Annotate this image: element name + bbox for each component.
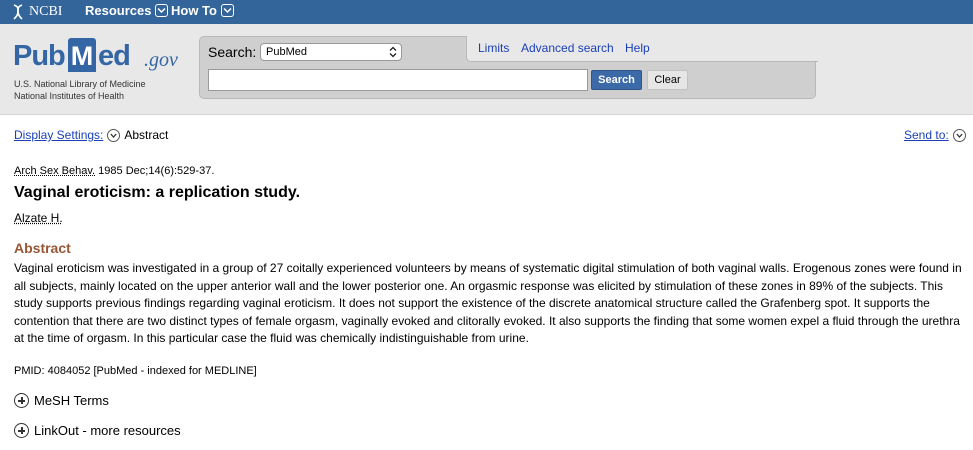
send-to-link[interactable]: Send to: [904, 128, 949, 142]
display-format-value: Abstract [124, 128, 169, 142]
ncbi-topbar [0, 0, 973, 24]
linkout-toggle[interactable] [14, 423, 181, 438]
plus-circle-icon [14, 393, 29, 408]
nlm-label: U.S. National Library of Medicine [14, 79, 146, 89]
linkout-label: LinkOut - more resources [34, 423, 181, 438]
article-title: Vaginal eroticism: a replication study. [14, 184, 301, 201]
chevron-down-icon [221, 4, 234, 17]
abstract-heading: Abstract [14, 240, 71, 256]
ncbi-logo[interactable] [11, 4, 62, 20]
abstract-line: contention that there are two distinct types of female orgasm, vaginally evoked and clitorally evoked. It also supports the finding that some women expel a fluid through the urethra [14, 313, 960, 328]
limits-link[interactable]: Limits [478, 41, 510, 55]
abstract-line: Vaginal eroticism was investigated in a group of 27 coitally experienced volunteers by means of systematic digital stimulation of both vaginal walls. Erogenous zones were found in [14, 261, 962, 275]
chevron-down-icon[interactable] [953, 129, 966, 142]
abstract-line: all subjects, mainly located on the upper anterior wall and the lower posterior one. An orgasmic response was elicited by stimulation of these zones in 89% of the subjects. This [14, 278, 943, 293]
logo-text-m: M [68, 38, 96, 72]
pubmed-header [0, 24, 973, 115]
author-link[interactable]: Alzate H. [14, 211, 63, 225]
display-settings-link[interactable]: Display Settings: [14, 128, 104, 142]
pubmed-logo[interactable] [13, 38, 193, 78]
resources-menu-label: Resources [85, 3, 152, 18]
mesh-terms-toggle[interactable] [14, 393, 109, 408]
journal-link[interactable]: Arch Sex Behav. [14, 165, 96, 177]
search-input[interactable] [208, 69, 588, 91]
ncbi-brand-text: NCBI [29, 4, 63, 19]
citation [14, 165, 214, 177]
dna-helix-icon [11, 4, 25, 20]
database-select[interactable] [260, 43, 402, 61]
search-label: Search: [208, 44, 257, 60]
how-to-menu-label: How To [171, 3, 217, 18]
select-arrows-icon [389, 46, 397, 58]
mesh-terms-label: MeSH Terms [34, 393, 109, 408]
abstract-line: at the time of orgasm. In this particular case the fluid was chemically indistinguishable from urine. [14, 331, 529, 345]
abstract-text [14, 260, 964, 348]
logo-text-pub: Pub [13, 40, 65, 72]
search-button[interactable]: Search [591, 70, 642, 90]
resources-menu[interactable] [85, 3, 168, 18]
citation-details: 1985 Dec;14(6):529-37. [95, 165, 215, 177]
abstract-line: study supports previous findings regarding vaginal eroticism. It does not support the existence of the discrete anatomical structure called the Grafenberg spot. It supports the [14, 296, 930, 310]
send-to [904, 128, 970, 142]
how-to-menu[interactable] [171, 3, 234, 18]
logo-text-ed: ed [98, 40, 130, 72]
database-select-value: PubMed [266, 46, 307, 58]
advanced-search-link[interactable]: Advanced search [521, 41, 614, 55]
pmid: PMID: 4084052 [PubMed - indexed for MEDLINE] [14, 365, 257, 377]
plus-circle-icon [14, 423, 29, 438]
logo-text-gov: .gov [144, 49, 178, 71]
chevron-down-icon[interactable] [107, 129, 120, 142]
clear-button[interactable]: Clear [647, 70, 688, 90]
help-link[interactable]: Help [625, 41, 650, 55]
display-settings [14, 128, 168, 142]
nih-label: National Institutes of Health [14, 91, 125, 101]
chevron-down-icon [155, 4, 168, 17]
